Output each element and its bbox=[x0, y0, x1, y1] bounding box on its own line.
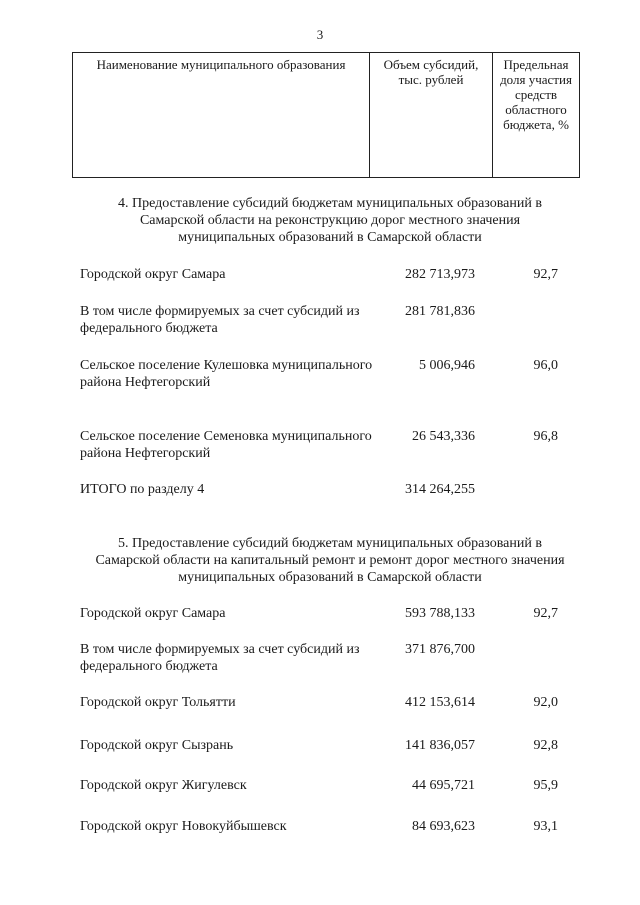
row-amount: 5 006,946 bbox=[419, 358, 475, 373]
page-number: 3 bbox=[316, 27, 324, 42]
row-amount: 371 876,700 bbox=[405, 642, 475, 657]
row-name: Городской округ Новокуйбышевск bbox=[80, 819, 287, 834]
row-name: Городской округ Самара bbox=[80, 606, 226, 621]
row-amount: 44 695,721 bbox=[412, 778, 475, 793]
row-share: 93,1 bbox=[533, 819, 558, 834]
header-share-column: Предельная доля участия средств областного бюджета, % bbox=[493, 53, 580, 178]
section-5-title: 5. Предоставление субсидий бюджетам муниципальных образований в Самарской области на капитальный ремонт и ремонт дорог местного значения муниципальных образований в Самарской области bbox=[95, 536, 565, 585]
row-amount: 282 713,973 bbox=[405, 267, 475, 282]
section-4-title: 4. Предоставление субсидий бюджетам муниципальных образований в Самарской области на реконструкцию дорог местного значения муниципальных образований в Самарской области bbox=[118, 196, 542, 245]
row-name: Городской округ Жигулевск bbox=[80, 778, 247, 793]
row-share: 96,8 bbox=[533, 429, 558, 444]
row-name: В том числе формируемых за счет субсидий из федерального бюджета bbox=[80, 642, 360, 674]
row-amount: 84 693,623 bbox=[412, 819, 475, 834]
row-name: Сельское поселение Кулешовка муниципального района Нефтегорский bbox=[80, 358, 373, 390]
row-share: 92,0 bbox=[533, 695, 558, 710]
row-amount: 593 788,133 bbox=[405, 606, 475, 621]
header-amount-column: Объем субсидий, тыс. рублей bbox=[370, 53, 493, 178]
row-share: 92,7 bbox=[533, 606, 558, 621]
row-amount: 314 264,255 bbox=[405, 482, 475, 497]
row-share: 92,8 bbox=[533, 738, 558, 753]
header-table bbox=[72, 52, 580, 178]
row-share: 96,0 bbox=[533, 358, 558, 373]
row-share: 92,7 bbox=[533, 267, 558, 282]
header-name-column: Наименование муниципального образования bbox=[73, 53, 370, 178]
row-name: Городской округ Самара bbox=[80, 267, 226, 282]
row-name: Городской округ Сызрань bbox=[80, 738, 234, 753]
row-name: Сельское поселение Семеновка муниципального района Нефтегорский bbox=[80, 429, 372, 461]
row-name: ИТОГО по разделу 4 bbox=[80, 482, 205, 497]
row-amount: 412 153,614 bbox=[405, 695, 475, 710]
row-share: 95,9 bbox=[533, 778, 558, 793]
row-amount: 141 836,057 bbox=[405, 738, 475, 753]
row-name: Городской округ Тольятти bbox=[80, 695, 236, 710]
row-amount: 281 781,836 bbox=[405, 304, 475, 319]
row-name: В том числе формируемых за счет субсидий из федерального бюджета bbox=[80, 304, 360, 336]
row-amount: 26 543,336 bbox=[412, 429, 475, 444]
